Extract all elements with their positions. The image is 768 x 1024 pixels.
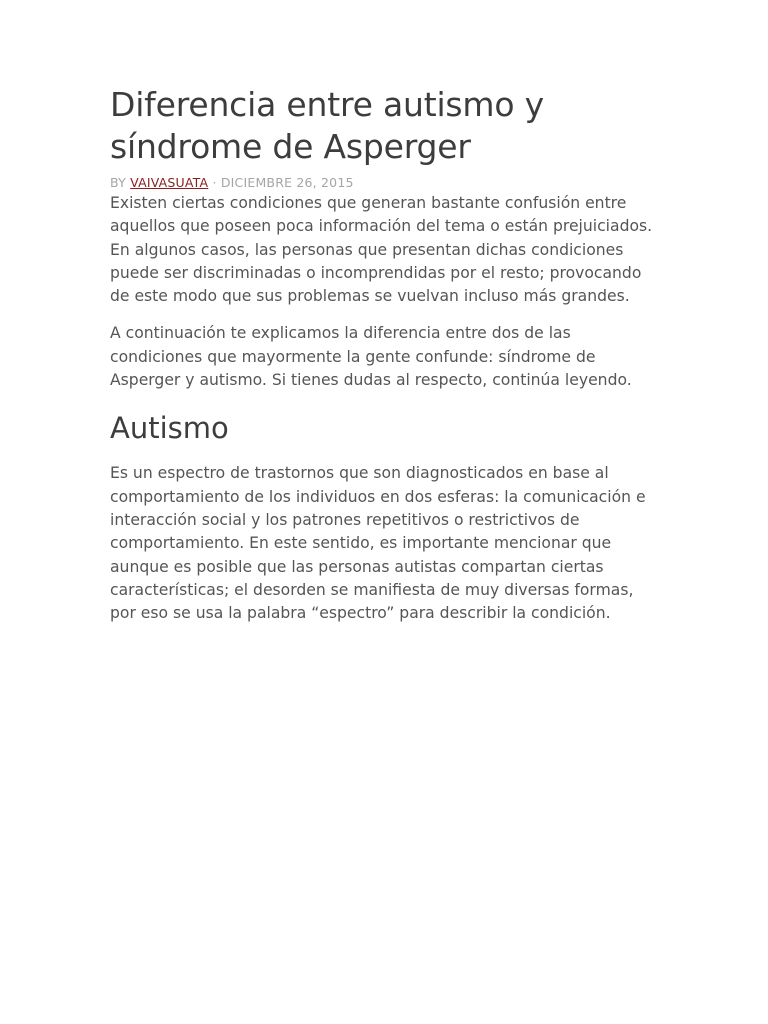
article [110,0,662,625]
article-title: Diferencia entre autismo y síndrome de Asperger [110,85,544,166]
section-heading-autismo: Autismo [110,411,229,446]
meta-separator: · [208,175,221,190]
publish-date: DICIEMBRE 26, 2015 [220,175,354,190]
section-paragraph-autismo: Es un espectro de trastornos que son diagnosticados en base al comportamiento de los individuos en dos esferas: la comunicación e interacción social y los patrones repetitivos o restrictivos de comportamiento. En este sentido, es importante mencionar que aunque es posible que las personas autistas compartan ciertas características; el desorden se manifiesta de muy diversas formas, por eso se usa la palabra “espectro” para describir la condición. [110,464,646,623]
intro-paragraph-1: Existen ciertas condiciones que generan bastante confusión entre aquellos que poseen poca información del tema o están prejuiciados. En algunos casos, las personas que presentan dichas condiciones puede ser discriminadas o incomprendidas por el resto; provocando de este modo que sus problemas se vuelvan incluso más grandes. [110,194,653,306]
intro-paragraph-2: A continuación te explicamos la diferencia entre dos de las condiciones que mayormente la gente confunde: síndrome de Asperger y autismo. Si tienes dudas al respecto, continúa leyendo. [110,324,632,390]
by-label: BY [110,175,126,190]
article-meta [110,175,662,191]
author-link[interactable]: VAIVASUATA [130,175,209,190]
